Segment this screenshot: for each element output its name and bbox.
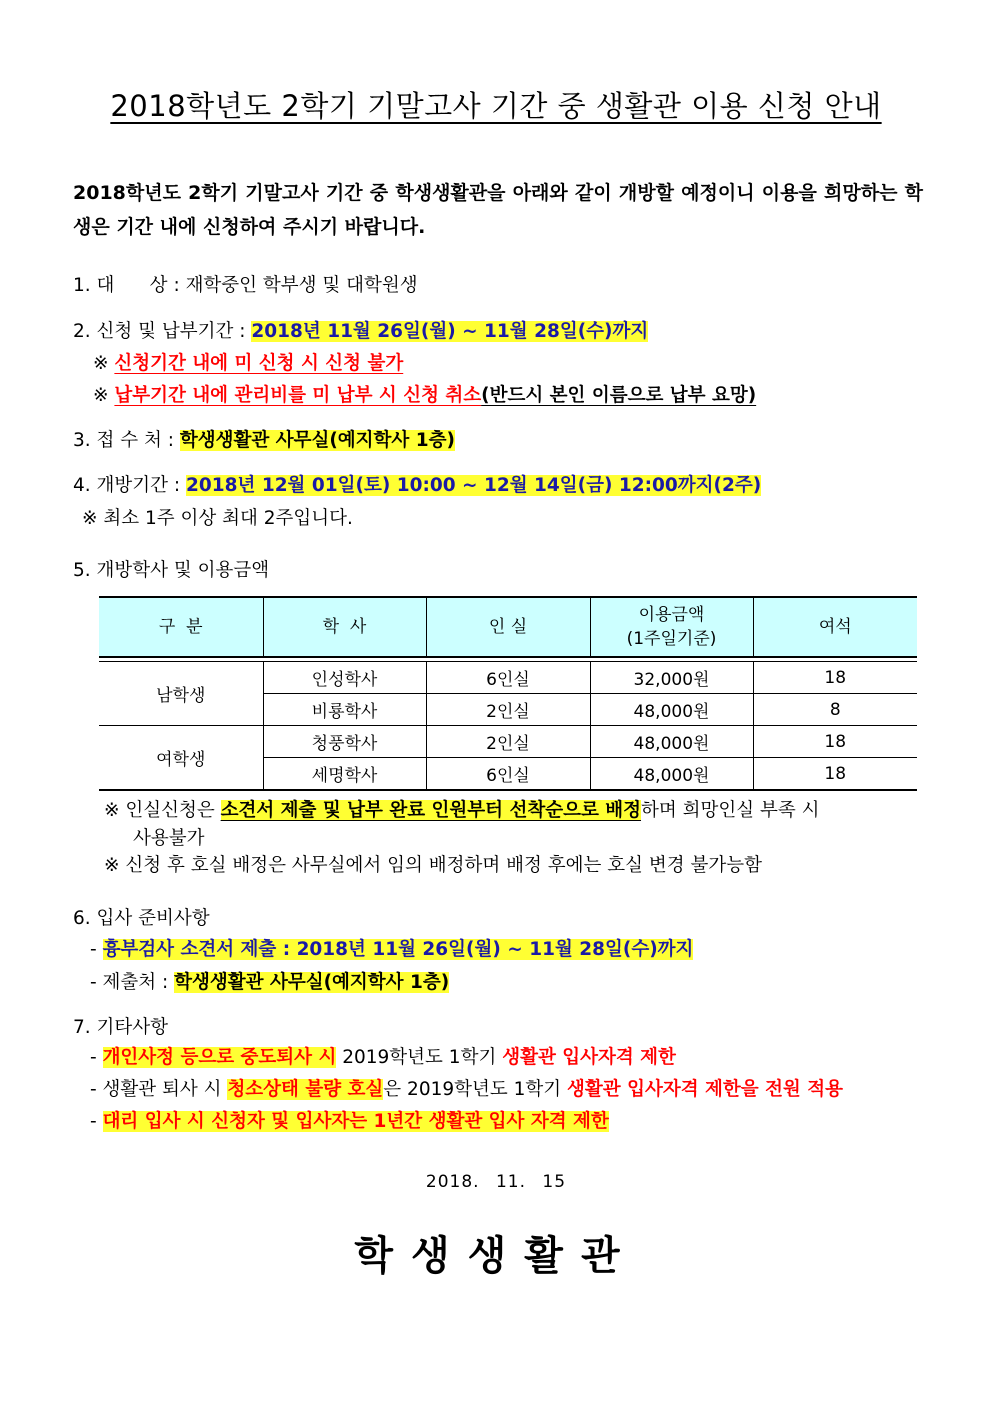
apply-note-1: ※ 신청기간 내에 미 신청 시 신청 불가 [93, 353, 404, 374]
item-halls-fees: 5. 개방학사 및 이용금액 [73, 560, 270, 581]
item-open-period: 4. 개방기간 : 2018년 12월 01일(토) 10:00 ~ 12월 14일(금) 12:00까지(2주) [73, 475, 762, 496]
document-title: 2018학년도 2학기 기말고사 기간 중 생활관 이용 신청 안내 [110, 89, 882, 123]
header-room: 인 실 [426, 597, 590, 657]
prep-line-2: - 제출처 : 학생생활관 사무실(예지학사 1층) [90, 972, 450, 993]
prep-line-1: - 흉부검사 소견서 제출 : 2018년 11월 26일(월) ~ 11월 28일(수)까지 [90, 939, 694, 960]
issuer-name: 학생생활관 [354, 1233, 638, 1279]
header-seats: 여석 [753, 597, 917, 657]
table-row: 세명학사 6인실 48,000원 18 [99, 758, 917, 791]
open-period-note: ※ 최소 1주 이상 최대 2주입니다. [82, 508, 353, 529]
header-hall: 학 사 [263, 597, 426, 657]
table-row: 비룡학사 2인실 48,000원 8 [99, 694, 917, 726]
table-row: 남학생 인성학사 6인실 32,000원 18 [99, 662, 917, 694]
item-others: 7. 기타사항 [73, 1017, 169, 1038]
intro-paragraph: 2018학년도 2학기 기말고사 기간 중 학생생활관을 아래와 같이 개방할 예정이니 이용을 희망하는 학생은 기간 내에 신청하여 주시기 바랍니다. [73, 182, 923, 238]
apply-period-value: 2018년 11월 26일(월) ~ 11월 28일(수)까지 [251, 321, 649, 342]
group-male: 남학생 [99, 662, 263, 726]
header-division: 구 분 [99, 597, 263, 657]
issue-date: 2018. 11. 15 [425, 1172, 567, 1192]
room-note-1-cont: 사용불가 [133, 828, 205, 849]
room-note-1: ※ 인실신청은 소견서 제출 및 납부 완료 인원부터 선착순으로 배정하며 희망인실 부족 시 [104, 800, 820, 821]
apply-note-2: ※ 납부기간 내에 관리비를 미 납부 시 신청 취소(반드시 본인 이름으로 납부 요망) [93, 385, 757, 406]
others-line-3: - 대리 입사 시 신청자 및 입사자는 1년간 생활관 입사 자격 제한 [90, 1111, 609, 1132]
others-line-1: - 개인사정 등으로 중도퇴사 시 2019학년도 1학기 생활관 입사자격 제한 [90, 1047, 676, 1068]
item-target: 1. 대 상 : 재학중인 학부생 및 대학원생 [73, 275, 418, 296]
item-preparation: 6. 입사 준비사항 [73, 908, 210, 929]
others-line-2: - 생활관 퇴사 시 청소상태 불량 호실은 2019학년도 1학기 생활관 입사자격 제한을 전원 적용 [90, 1079, 843, 1100]
item-apply-period: 2. 신청 및 납부기간 : 2018년 11월 26일(월) ~ 11월 28일(수)까지 [73, 321, 649, 342]
table-row: 여학생 청풍학사 2인실 48,000원 18 [99, 726, 917, 758]
header-fee: 이용금액 (1주일기준) [590, 597, 753, 657]
fee-table [99, 596, 917, 791]
fee-table-header [99, 597, 917, 657]
room-note-2: ※ 신청 후 호실 배정은 사무실에서 임의 배정하며 배정 후에는 호실 변경 불가능함 [104, 855, 762, 876]
item-reception: 3. 접 수 처 : 학생생활관 사무실(예지학사 1층) [73, 430, 455, 451]
group-female: 여학생 [99, 726, 263, 791]
